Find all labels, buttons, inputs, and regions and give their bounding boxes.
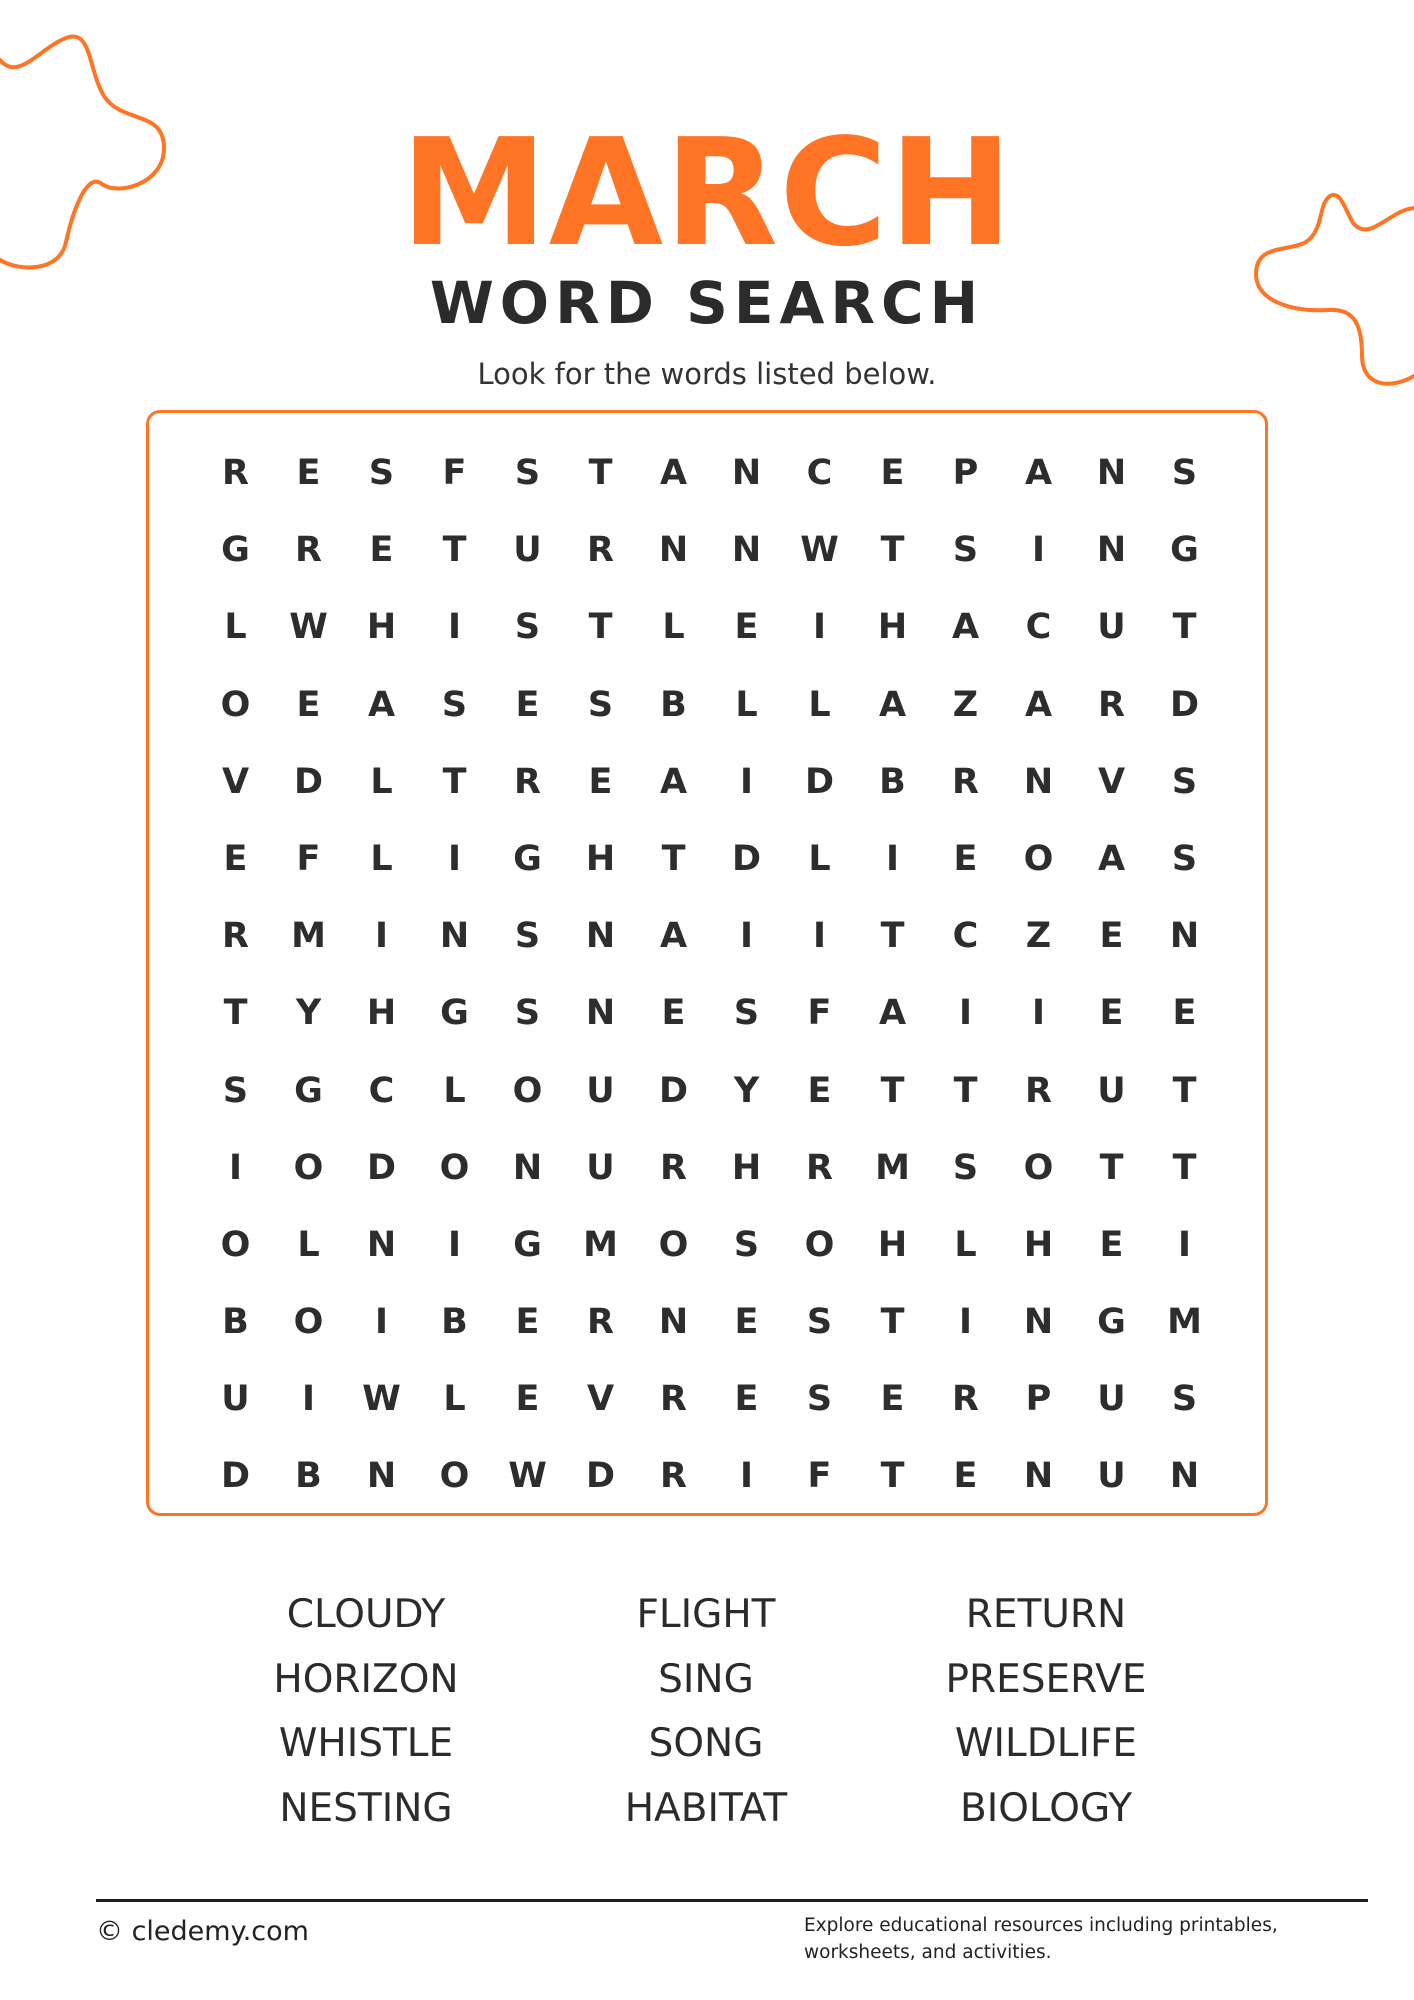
word-list-item: FLIGHT <box>636 1592 776 1637</box>
grid-letter: L <box>443 1070 466 1111</box>
grid-letter: P <box>1025 1379 1052 1420</box>
word-search-grid-frame <box>146 410 1268 1516</box>
grid-letter: S <box>952 1147 979 1188</box>
grid-letter: A <box>878 684 907 725</box>
grid-letter: H <box>585 838 616 879</box>
grid-letter: U <box>586 1147 615 1188</box>
grid-letter: S <box>806 1302 833 1343</box>
grid-letter: R <box>1025 1070 1052 1111</box>
footer-divider <box>96 1899 1368 1902</box>
grid-letter: R <box>295 530 322 571</box>
grid-letter: S <box>806 1379 833 1420</box>
grid-letter: W <box>289 607 328 648</box>
grid-letter: N <box>731 453 762 493</box>
grid-letter: E <box>515 1379 540 1420</box>
grid-letter: I <box>812 916 827 957</box>
grid-letter: I <box>739 916 754 957</box>
grid-letter: E <box>734 1379 759 1420</box>
grid-letter: N <box>512 1147 543 1188</box>
grid-letter: I <box>1031 993 1046 1034</box>
grid-letter: D <box>366 1147 397 1188</box>
grid-letter: L <box>662 607 685 648</box>
word-list-item: HORIZON <box>273 1656 459 1702</box>
grid-letter: D <box>731 838 762 879</box>
grid-letter: O <box>220 684 251 725</box>
grid-letter: R <box>660 1379 687 1420</box>
grid-letter: E <box>515 1302 540 1343</box>
footer-site: © cledemy.com <box>96 1916 309 1947</box>
grid-letter: G <box>1097 1302 1126 1343</box>
grid-letter: R <box>1098 684 1125 725</box>
grid-letter: G <box>440 993 469 1034</box>
grid-letter: S <box>1171 453 1198 493</box>
grid-letter: Y <box>295 993 322 1034</box>
word-list-item: SONG <box>648 1721 764 1766</box>
grid-letter: T <box>223 993 248 1034</box>
grid-letter: N <box>366 1224 397 1265</box>
grid-letter: R <box>660 1147 687 1188</box>
grid-letter: Z <box>1025 916 1052 957</box>
grid-letter: S <box>587 684 614 725</box>
grid-letter: S <box>1171 761 1198 802</box>
grid-letter: M <box>875 1147 910 1188</box>
grid-letter: R <box>222 453 249 493</box>
grid-letter: E <box>223 838 248 879</box>
grid-letter: A <box>878 993 907 1034</box>
grid-letter: I <box>374 1302 389 1343</box>
grid-letter: W <box>508 1456 547 1497</box>
grid-letter: B <box>441 1302 468 1343</box>
grid-letter: U <box>586 1070 615 1111</box>
grid-letter: N <box>658 1302 689 1343</box>
grid-letter: I <box>447 838 462 879</box>
grid-letter: T <box>1172 1147 1197 1188</box>
word-list-item: WILDLIFE <box>954 1721 1138 1766</box>
grid-letter: E <box>953 1456 978 1497</box>
grid-letter: E <box>1099 916 1124 957</box>
grid-letter: U <box>221 1379 250 1420</box>
grid-letter: B <box>222 1302 249 1343</box>
grid-letter: N <box>1169 1456 1200 1497</box>
grid-letter: I <box>1177 1224 1192 1265</box>
grid-letter: C <box>368 1070 395 1111</box>
grid-letter: E <box>296 453 321 493</box>
grid-letter: F <box>807 1456 832 1497</box>
grid-letter: O <box>220 1224 251 1265</box>
grid-letter: G <box>294 1070 323 1111</box>
grid-letter: L <box>735 684 758 725</box>
grid-letter: O <box>804 1224 835 1265</box>
grid-letter: L <box>954 1224 977 1265</box>
grid-letter: H <box>877 1224 908 1265</box>
grid-letter: M <box>1167 1302 1202 1343</box>
grid-letter: D <box>220 1456 251 1497</box>
word-list-item: RETURN <box>965 1592 1127 1637</box>
grid-letter: T <box>880 1456 905 1497</box>
word-list-item: CLOUDY <box>286 1592 446 1637</box>
grid-letter: U <box>1097 1070 1126 1111</box>
grid-letter: I <box>228 1147 243 1188</box>
grid-letter: E <box>734 607 759 648</box>
word-list <box>196 1583 1198 1841</box>
grid-letter: O <box>1023 838 1054 879</box>
grid-letter: T <box>1172 607 1197 648</box>
grid-letter: T <box>953 1070 978 1111</box>
grid-letter: E <box>953 838 978 879</box>
grid-letter: R <box>222 916 249 957</box>
grid-letter: M <box>291 916 326 957</box>
grid-letter: T <box>880 1302 905 1343</box>
grid-letter: O <box>439 1456 470 1497</box>
grid-letter: I <box>447 607 462 648</box>
word-list-item: PRESERVE <box>945 1656 1147 1702</box>
grid-letter: L <box>808 838 831 879</box>
grid-letter: D <box>804 761 835 802</box>
grid-letter: E <box>369 530 394 571</box>
grid-letter: N <box>1023 1302 1054 1343</box>
grid-letter: L <box>297 1224 320 1265</box>
grid-letter: R <box>660 1456 687 1497</box>
grid-letter: O <box>439 1147 470 1188</box>
grid-letter: Y <box>733 1070 760 1111</box>
grid-letter: R <box>952 761 979 802</box>
word-list-item: BIOLOGY <box>959 1785 1133 1831</box>
grid-letter: N <box>1096 453 1127 493</box>
grid-letter: D <box>585 1456 616 1497</box>
grid-letter: R <box>806 1147 833 1188</box>
grid-letter: G <box>221 530 250 571</box>
grid-letter: T <box>880 530 905 571</box>
grid-letter: A <box>659 453 688 493</box>
grid-letter: H <box>366 993 397 1034</box>
grid-letter: T <box>1172 1070 1197 1111</box>
page-title: MARCH <box>400 107 1014 279</box>
grid-letter: O <box>293 1147 324 1188</box>
grid-letter: F <box>442 453 467 493</box>
grid-letter: E <box>661 993 686 1034</box>
page-subtitle: WORD SEARCH <box>429 269 985 337</box>
grid-letter: T <box>1099 1147 1124 1188</box>
grid-letter: L <box>224 607 247 648</box>
grid-letter: V <box>221 761 250 802</box>
footer-blurb: Explore educational resources including printables, worksheets, and activities. <box>804 1915 1278 1963</box>
grid-letter: R <box>952 1379 979 1420</box>
grid-letter: E <box>1172 993 1197 1034</box>
grid-letter: L <box>370 838 393 879</box>
grid-letter: R <box>587 530 614 571</box>
grid-letter: I <box>958 1302 973 1343</box>
grid-letter: S <box>222 1070 249 1111</box>
grid-letter: N <box>439 916 470 957</box>
grid-letter: R <box>587 1302 614 1343</box>
grid-letter: G <box>513 838 542 879</box>
grid-letter: W <box>362 1379 401 1420</box>
grid-letter: U <box>1097 1379 1126 1420</box>
grid-letter: B <box>879 761 906 802</box>
grid-letter: N <box>731 530 762 571</box>
grid-letter: W <box>800 530 839 571</box>
grid-letter: I <box>885 838 900 879</box>
grid-letter: L <box>370 761 393 802</box>
grid-letter: U <box>1097 607 1126 648</box>
grid-letter: G <box>1170 530 1199 571</box>
grid-letter: E <box>296 684 321 725</box>
grid-letter: O <box>512 1070 543 1111</box>
grid-letter: O <box>1023 1147 1054 1188</box>
grid-letter: S <box>368 453 395 493</box>
grid-letter: I <box>301 1379 316 1420</box>
word-list-item: SING <box>658 1656 754 1702</box>
grid-letter: A <box>1024 453 1053 493</box>
word-list-item: NESTING <box>279 1785 453 1831</box>
grid-letter: B <box>660 684 687 725</box>
grid-letter: G <box>513 1224 542 1265</box>
grid-letter: E <box>880 1379 905 1420</box>
grid-letter: I <box>812 607 827 648</box>
grid-letter: H <box>877 607 908 648</box>
grid-letter: S <box>441 684 468 725</box>
grid-letter: S <box>952 530 979 571</box>
grid-letter: I <box>739 761 754 802</box>
grid-letter: I <box>739 1456 754 1497</box>
grid-letter: N <box>658 530 689 571</box>
grid-letter: C <box>806 453 833 493</box>
grid-letter: C <box>1025 607 1052 648</box>
grid-letter: N <box>1169 916 1200 957</box>
grid-letter: T <box>588 607 613 648</box>
grid-letter: D <box>293 761 324 802</box>
grid-letter: S <box>1171 1379 1198 1420</box>
grid-letter: E <box>807 1070 832 1111</box>
grid-letter: E <box>588 761 613 802</box>
grid-letter: Z <box>952 684 979 725</box>
grid-letter: S <box>514 453 541 493</box>
grid-letter: A <box>1097 838 1126 879</box>
grid-letter: F <box>807 993 832 1034</box>
grid-letter: V <box>586 1379 615 1420</box>
grid-letter: T <box>442 530 467 571</box>
grid-letter: T <box>442 761 467 802</box>
grid-letter: L <box>443 1379 466 1420</box>
grid-letter: R <box>514 761 541 802</box>
grid-letter: A <box>659 761 688 802</box>
grid-letter: N <box>585 993 616 1034</box>
letter-grid <box>199 435 1221 1516</box>
grid-letter: U <box>513 530 542 571</box>
grid-letter: N <box>1096 530 1127 571</box>
grid-letter: T <box>880 916 905 957</box>
grid-letter: A <box>1024 684 1053 725</box>
grid-letter: D <box>658 1070 689 1111</box>
grid-letter: I <box>1031 530 1046 571</box>
grid-letter: E <box>1099 1224 1124 1265</box>
grid-letter: S <box>733 1224 760 1265</box>
grid-letter: E <box>880 453 905 493</box>
grid-letter: I <box>374 916 389 957</box>
word-list-item: WHISTLE <box>278 1721 454 1766</box>
grid-letter: D <box>1169 684 1200 725</box>
grid-letter: A <box>951 607 980 648</box>
grid-letter: O <box>658 1224 689 1265</box>
grid-letter: H <box>731 1147 762 1188</box>
grid-letter: A <box>659 916 688 957</box>
grid-letter: S <box>733 993 760 1034</box>
grid-letter: V <box>1097 761 1126 802</box>
grid-letter: A <box>367 684 396 725</box>
grid-letter: N <box>1023 761 1054 802</box>
grid-letter: N <box>366 1456 397 1497</box>
grid-letter: E <box>734 1302 759 1343</box>
grid-letter: I <box>958 993 973 1034</box>
grid-letter: E <box>515 684 540 725</box>
grid-letter: S <box>1171 838 1198 879</box>
grid-letter: N <box>585 916 616 957</box>
grid-letter: U <box>1097 1456 1126 1497</box>
grid-letter: T <box>588 453 613 493</box>
grid-letter: F <box>296 838 321 879</box>
word-list-item: HABITAT <box>624 1785 788 1831</box>
grid-letter: H <box>366 607 397 648</box>
grid-letter: S <box>514 916 541 957</box>
grid-letter: H <box>1023 1224 1054 1265</box>
grid-letter: C <box>952 916 979 957</box>
grid-letter: B <box>295 1456 322 1497</box>
instruction-text: Look for the words listed below. <box>477 357 937 391</box>
grid-letter: T <box>880 1070 905 1111</box>
grid-letter: O <box>293 1302 324 1343</box>
grid-letter: I <box>447 1224 462 1265</box>
grid-letter: L <box>808 684 831 725</box>
grid-letter: N <box>1023 1456 1054 1497</box>
grid-letter: T <box>661 838 686 879</box>
grid-letter: M <box>583 1224 618 1265</box>
grid-letter: S <box>514 607 541 648</box>
grid-letter: E <box>1099 993 1124 1034</box>
grid-letter: S <box>514 993 541 1034</box>
grid-letter: P <box>952 453 979 493</box>
